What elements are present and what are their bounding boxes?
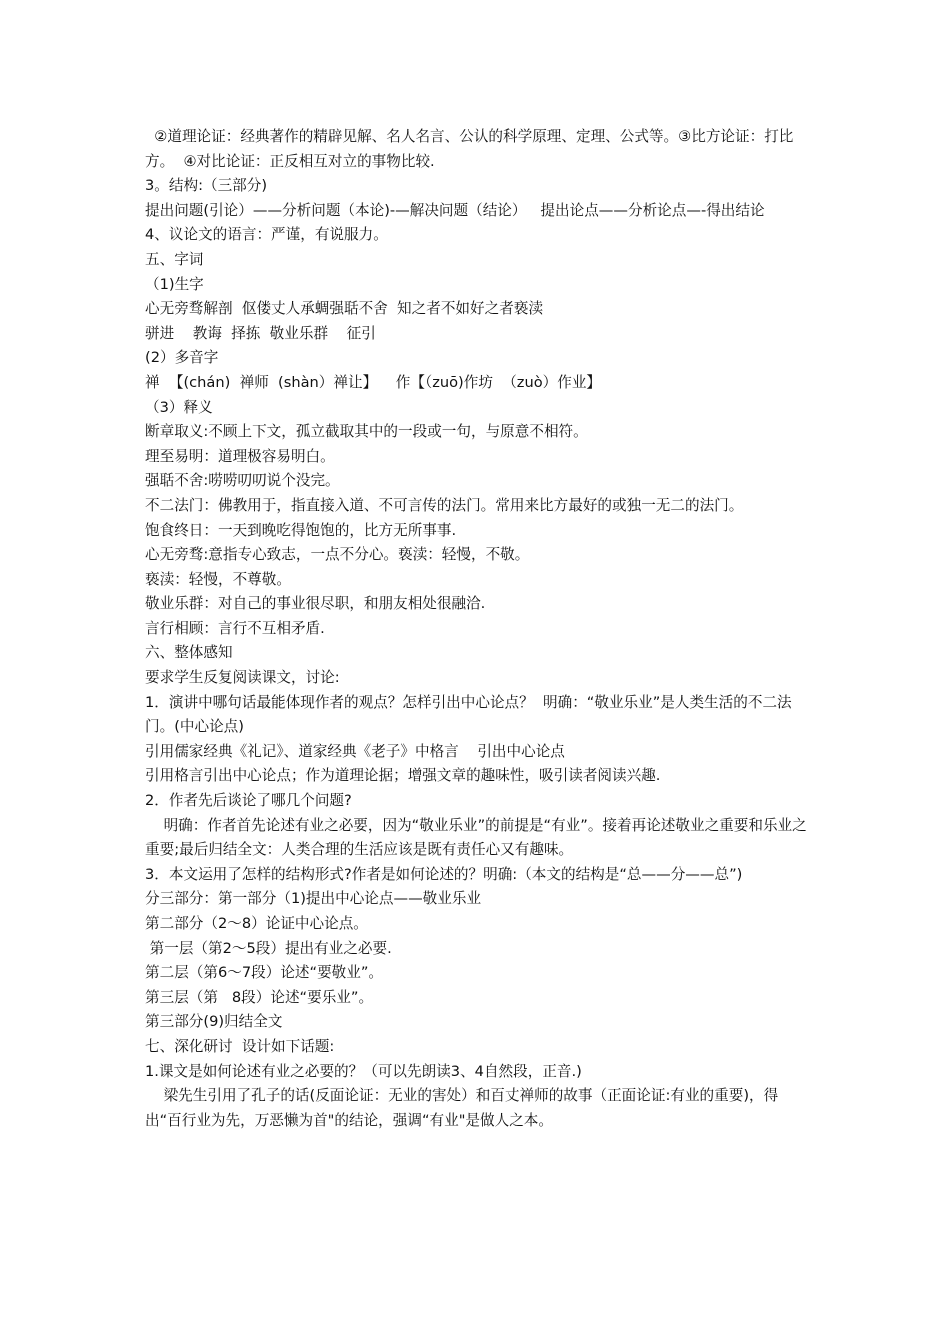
text-line: 第二层（第6～7段）论述“要敬业”。 (145, 964, 384, 982)
question-line: 1．演讲中哪句话最能体现作者的观点？怎样引出中心论点？ 明确：“敬业乐业”是人类生活的不二法门。(中心论点) (145, 693, 792, 736)
question-line: 3．本文运用了怎样的结构形式?作者是如何论述的？明确:（本文的结构是“总——分——总”) (145, 865, 743, 883)
definition-line: 亵渎：轻慢，不尊敬。 (145, 570, 291, 588)
text-line: 提出问题(引论）——分析问题（本论)-—解决问题（结论） 提出论点——分析论点—-得出结论 (145, 201, 765, 219)
text-line: 第三层（第 8段）论述“要乐业”。 (145, 988, 374, 1006)
text-line: 引用儒家经典《礼记》、道家经典《老子》中格言 引出中心论点 (145, 742, 565, 760)
subsection-heading: (2）多音字 (145, 349, 219, 367)
text-line: 要求学生反复阅读课文，讨论: (145, 669, 340, 687)
text-line: 心无旁骛解剖 伛偻丈人承蜩强聒不舍 知之者不如好之者亵渎 (145, 300, 543, 318)
section-heading: 五、字词 (145, 250, 204, 268)
definition-line: 敬业乐群：对自己的事业很尽职，和朋友相处很融洽. (145, 595, 486, 613)
question-line: 1.课文是如何论述有业之必要的？（可以先朗读3、4自然段，正音.) (145, 1062, 582, 1080)
definition-line: 不二法门：佛教用于，指直接入道、不可言传的法门。常用来比方最好的或独一无二的法门。 (145, 496, 744, 514)
definition-line: 理至易明：道理极容易明白。 (145, 447, 335, 465)
definition-line: 心无旁骛:意指专心致志，一点不分心。亵渎：轻慢，不敬。 (145, 546, 530, 564)
text-line: 第二部分（2～8）论证中心论点。 (145, 915, 368, 932)
text-line: 禅 【(chán) 禅师 (shàn）禅让】 作【（zuō)作坊 （zuò）作业】 (145, 373, 602, 391)
text-line: 骈进 教诲 择拣 敬业乐群 征引 (145, 324, 376, 342)
text-line: 明确：作者首先论述有业之必要，因为“敬业乐业”的前提是“有业”。接着再论述敬业之重要和乐业之重要;最后归结全文：人类合理的生活应该是既有责任心又有趣味。 (145, 816, 807, 859)
definition-line: 强聒不舍:唠唠叨叨说个没完。 (145, 472, 340, 490)
text-line: 第一层（第2～5段）提出有业之必要. (145, 939, 392, 957)
text-line: 梁先生引用了孔子的话(反面论证：无业的害处）和百丈禅师的故事（正面论证:有业的重要)，得出“百行业为先，万恶懒为首"的结论，强调“有业"是做人之本。 (145, 1087, 779, 1129)
definition-line: 饱食终日：一天到晚吃得饱饱的，比方无所事事. (145, 521, 457, 539)
document-body (145, 125, 813, 1133)
section-heading: 六、整体感知 (145, 644, 233, 662)
text-line: 第三部分(9)归结全文 (145, 1013, 283, 1031)
subsection-heading: （3）释义 (145, 398, 213, 416)
question-line: 2．作者先后谈论了哪几个问题? (145, 792, 352, 810)
subsection-heading: （1)生字 (145, 275, 204, 293)
definition-line: 言行相顾：言行不互相矛盾. (145, 619, 325, 637)
section-heading: 4、议论文的语言：严谨，有说服力。 (145, 226, 388, 244)
section-heading: 七、深化研讨 设计如下话题: (145, 1037, 335, 1055)
text-line: 引用格言引出中心论点；作为道理论据；增强文章的趣味性，吸引读者阅读兴趣. (145, 767, 661, 785)
section-heading: 3。结构:（三部分) (145, 177, 268, 195)
definition-line: 断章取义:不顾上下文，孤立截取其中的一段或一句，与原意不相符。 (145, 423, 588, 441)
text-line: ②道理论证：经典著作的精辟见解、名人名言、公认的科学原理、定理、公式等。③比方论证：打比方。 ④对比论证：正反相互对立的事物比较. (145, 128, 794, 170)
text-line: 分三部分：第一部分（1)提出中心论点——敬业乐业 (145, 890, 482, 908)
